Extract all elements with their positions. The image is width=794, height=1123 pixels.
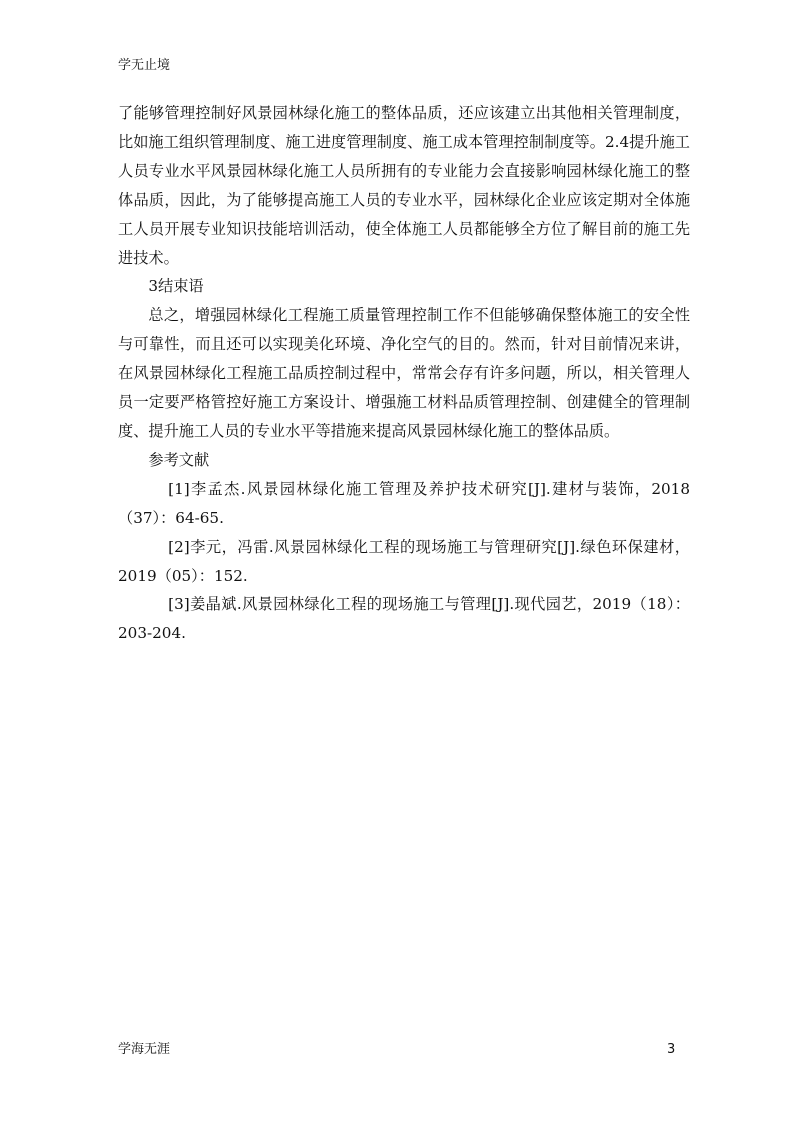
reference-item: [3]姜晶斌.风景园林绿化工程的现场施工与管理[J].现代园艺，2019（18）：203-204. [118, 595, 690, 643]
section-heading: 3结束语 [148, 277, 204, 296]
reference-item: [2]李元，冯雷.风景园林绿化工程的现场施工与管理研究[J].绿色环保建材，2019（05）：152. [118, 537, 690, 585]
page-number: 3 [667, 1042, 676, 1057]
page-header: 学无止境 [118, 58, 171, 73]
conclusion-paragraph: 总之，增强园林绿化工程施工质量管理控制工作不但能够确保整体施工的安全性与可靠性，而且还可以实现美化环境、净化空气的目的。然而，针对目前情况来讲，在风景园林绿化工程施工品质控制过程中，常常会存有许多问题，所以，相关管理人员一定要严格管控好施工方案设计、增强施工材料品质管理控制、创建健全的管理制度、提升施工人员的专业水平等措施来提高风景园林绿化施工的整体品质。 [118, 306, 690, 440]
reference-item: [1]李孟杰.风景园林绿化施工管理及养护技术研究[J].建材与装饰，2018（37）：64-65. [118, 479, 690, 527]
body-paragraph: 了能够管理控制好风景园林绿化施工的整体品质，还应该建立出其他相关管理制度，比如施工组织管理制度、施工进度管理制度、施工成本管理控制制度等。2.4提升施工人员专业水平风景园林绿化施工人员所拥有的专业能力会直接影响园林绿化施工的整体品质，因此，为了能够提高施工人员的专业水平，园林绿化企业应该定期对全体施工人员开展专业知识技能培训活动，使全体施工人员都能够全方位了解目前的施工先进技术。 [118, 104, 690, 267]
page-footer: 学海无涯 [118, 1042, 171, 1057]
references-heading: 参考文献 [148, 450, 210, 469]
document-body [118, 99, 690, 648]
